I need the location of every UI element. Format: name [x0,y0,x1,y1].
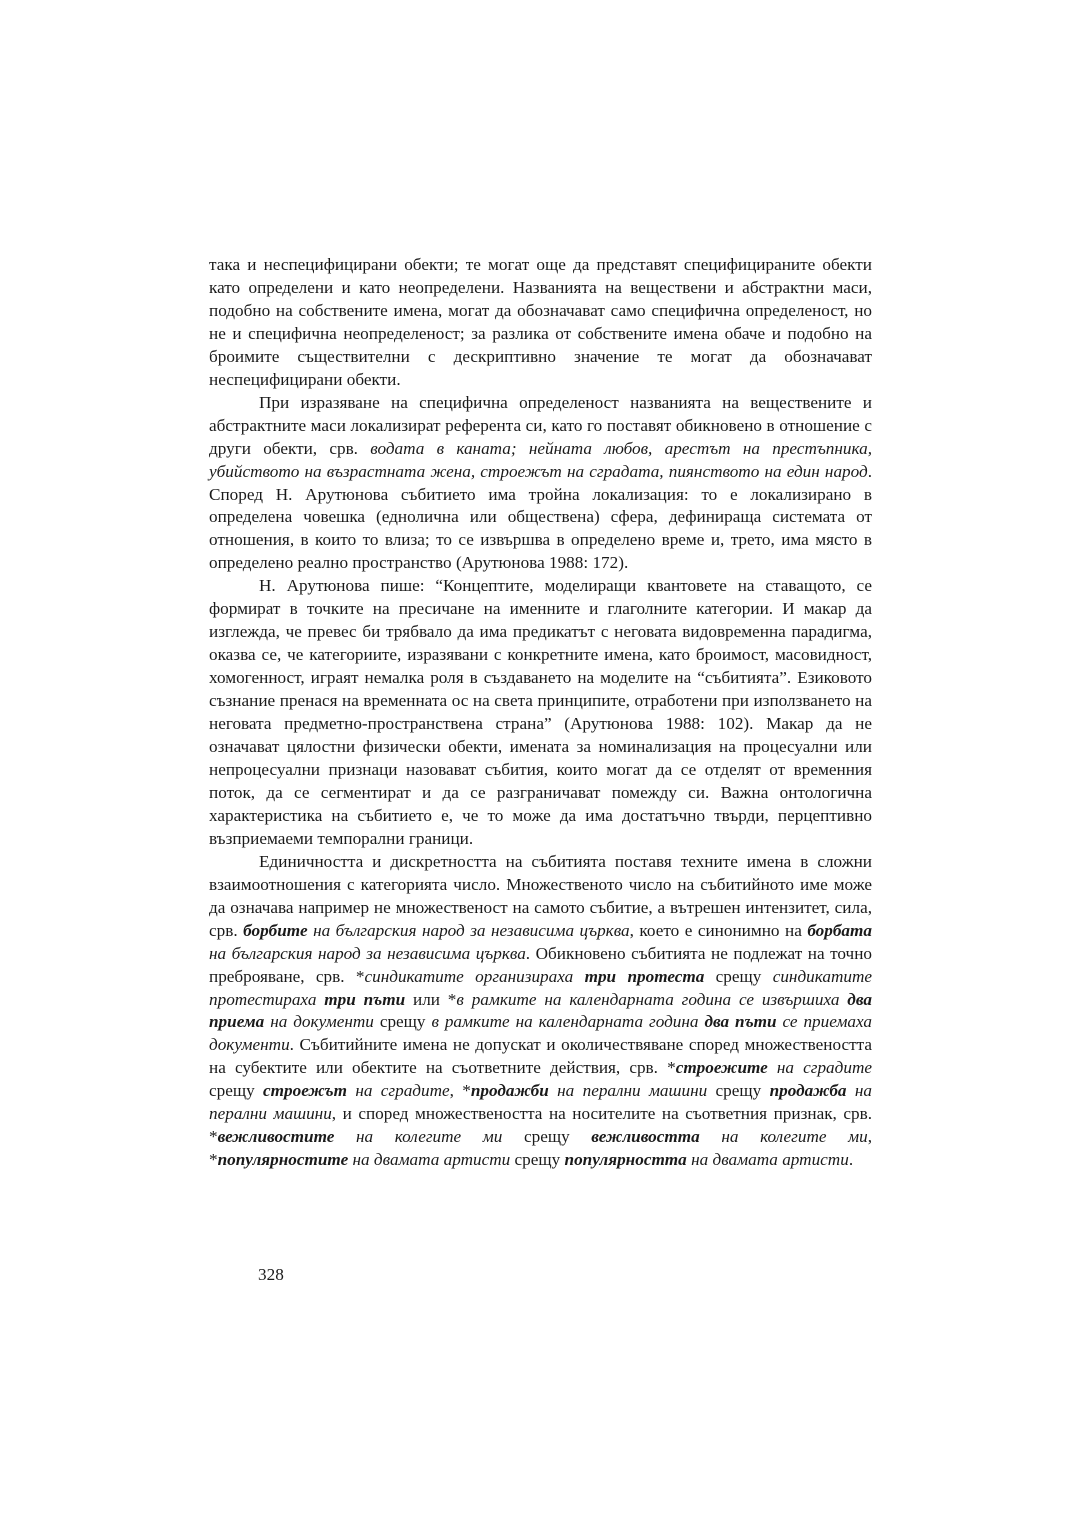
emphasized-term: три пъти [324,989,406,1009]
example-text: в рамките на календарната година се извършиха [456,989,848,1009]
paragraph-2: При изразяване на специфична определеност названията на веществените и абстрактните маси локализират референта си, като го поставят обикновено в отношение с други обекти, срв. водата в каната; нейната любов, арестът на престъпника, убийството на възрастната жена, строежът на сградата, пиянството на един народ. Според Н. Арутюнова събитието има тройна локализация: то е локализирано в определена човешка (еднолична или обществена) сфера, дефиниращa системата от отношения, в които то влиза; то се извършва в определено време и, трето, има място в определено реално пространство (Арутюнова 1988: 172). [209,392,872,573]
paragraph-4: Единичността и дискретността на събитията поставя техните имена в сложни взаимоотношения с категорията число. Множественото число на събитийното име може да означава например не множественост на самото събитие, а вътрешен интензитет, сила, срв. борбите на българския народ за независима църква, което е синонимно на борбата на българския народ за независима църква. Обикновено събитията не подлежат на точно преброяване, срв. *синдикатите организираха три протеста срещу синдикатите протестираха три пъти или *в рамките на календарната година се извършиха два приема на документи срещу в рамките на календарната година два пъти се приемаха документи. Събитийните имена не допускат и околичествяване според множествеността на субектите или обектите на съответните действия, срв. *строежите на сградите срещу строежът на сградите, *продажби на перални машини срещу продажба на перални машини, и според множествеността на носителите на съответния признак, срв. *вежливостите на колегите ми срещу вежливостта на колегите ми, *популярностите на двамата артисти срещу популярността на двамата артисти. [209,851,873,1170]
example-text: в рамките на календарната година [431,1012,705,1032]
emphasized-term: продажба [769,1081,847,1101]
emphasized-term: три протеста [584,966,705,986]
emphasized-term: популярностите [217,1150,349,1170]
emphasized-term: борбата [807,920,872,940]
example-text: на българския народ за независима църква [209,943,526,963]
example-text: се приемаха документи [209,1012,873,1055]
example-text: на колегите ми [699,1127,868,1147]
emphasized-term: популярността [564,1150,687,1170]
emphasized-term: борбите [243,920,308,940]
example-text: на колегите ми [334,1127,503,1147]
emphasized-term: вежливостите [217,1127,335,1147]
example-text: на сградите [346,1081,450,1101]
body-text [209,254,872,1172]
paragraph-1: така и неспецифицирани обекти; те могат още да представят специфицираните обекти като определени и като неопределени. Названията на веществени и абстрактни маси, подобно на собствените имена, могат да обозначават само специфична определеност, но не и специфична неопределеност; за разлика от собствените имена обаче и подобно на броимите съществителни с дескриптивно значение те могат да обозначават неспецифицирани обекти. [209,255,872,389]
emphasized-term: вежливостта [591,1127,700,1147]
paragraph-3: Н. Арутюнова пише: “Концептите, моделиращи квантовете на ставащото, се формират в точките на пресичане на именните и глаголните категории. И макар да изглежда, че превес би трябвало да има предикатът с неговата видовременна парадигма, оказва се, че категориите, изразявани с конкретните имена, като броимост, масовидност, хомогенност, играят немалка роля в създаването на моделите на “събитията”. Езиковото съзнание пренася на временната ос на света принципите, отработени при използването на неговата предметно-пространствена страна” (Арутюнова 1988: 102). Макар да не означават цялостни физически обекти, имената за номинализация на процесуални или непроцесуални признаци назовават събития, които могат да се отделят от временния поток, да се сегментират и да се разграничават помежду си. Важна онтологична характеристика на събитието е, че то може да има достатъчно твърди, перцептивно възприемаеми темпорални граници. [209,576,872,848]
emphasized-term: продажби [470,1081,549,1101]
page-number: 328 [258,1265,284,1284]
emphasized-term: строежът [263,1081,347,1101]
example-text: на перални машини [548,1081,708,1101]
emphasized-term: два приема [209,989,872,1032]
emphasized-term: строежите [675,1058,768,1078]
example-text: водата в каната; нейната любов, арестът на престъпника, убийството на възрастната жена, строежът на сградата, пиянството на един народ [209,438,872,481]
example-text: на двамата артисти [686,1150,849,1170]
example-text: на двамата артисти [348,1150,511,1170]
example-text: синдикатите протестираха [209,966,872,1009]
emphasized-term: два пъти [704,1012,777,1032]
example-text: на документи [264,1012,374,1032]
example-text: синдикатите организираха [364,966,585,986]
example-text: на българския народ за независима църква [307,920,630,940]
example-text: на сградите [767,1058,872,1078]
example-text: на перални машини [209,1081,872,1124]
